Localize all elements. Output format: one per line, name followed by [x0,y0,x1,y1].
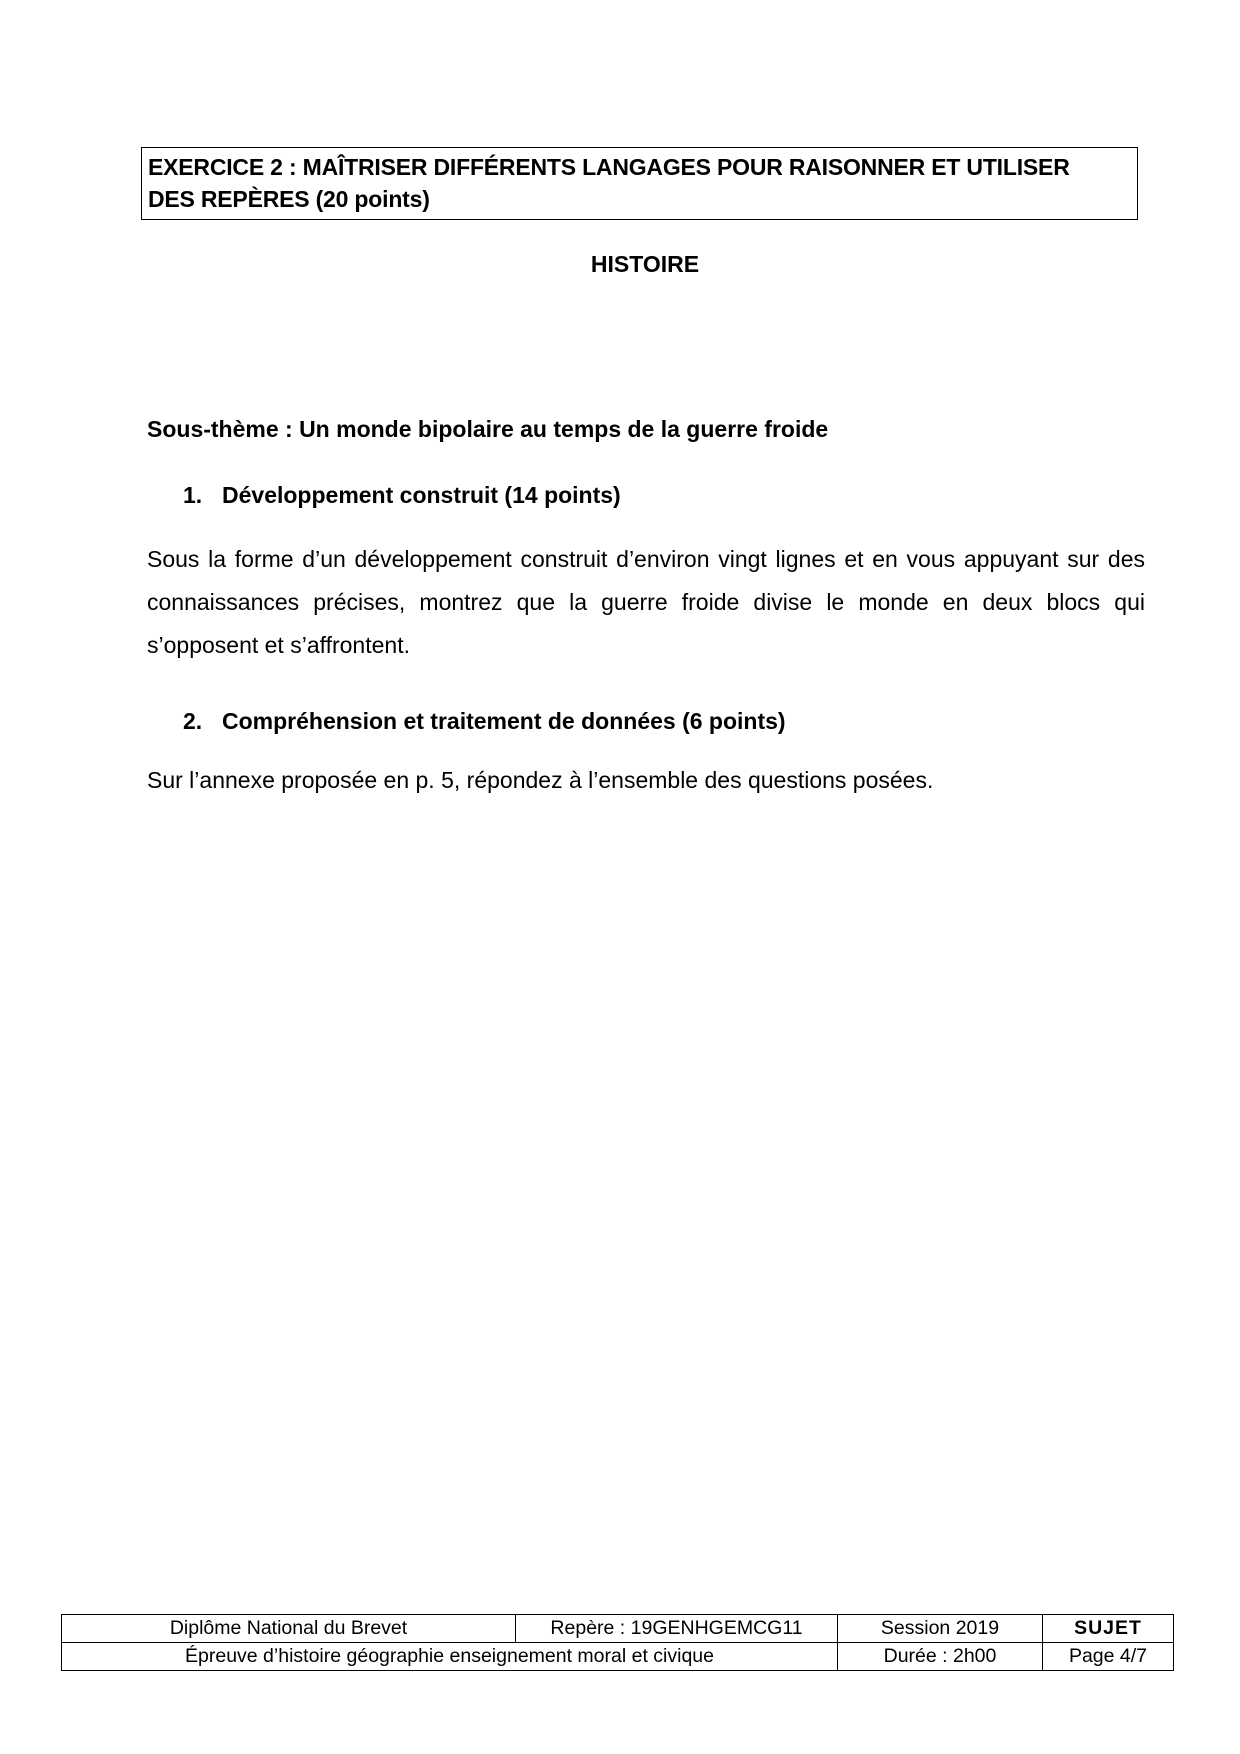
question-2-title [183,708,786,735]
question-2-number: 2. [183,708,203,734]
footer-duration: Durée : 2h00 [838,1643,1043,1671]
footer-session: Session 2019 [838,1615,1043,1643]
question-1-text: Sous la forme d’un développement construit d’environ vingt lignes et en vous appuyant sur des connaissances précises, montrez que la guerre froide divise le monde en deux blocs qui s’opposent et s’affrontent. [147,546,1145,658]
footer-diploma: Diplôme National du Brevet [62,1615,516,1643]
footer-reference: Repère : 19GENHGEMCG11 [516,1615,838,1643]
section-title: HISTOIRE [590,251,700,277]
question-1-title [183,482,621,509]
question-2-label: Compréhension et traitement de données (6 points) [222,708,786,734]
question-2-text: Sur l’annexe proposée en p. 5, répondez à l’ensemble des questions posées. [147,767,934,793]
question-1-label: Développement construit (14 points) [222,482,621,508]
footer-exam: Épreuve d’histoire géographie enseignement moral et civique [62,1643,838,1671]
footer-row-2 [62,1643,1174,1671]
footer-type: SUJET [1043,1615,1174,1643]
exercise-heading-box [141,147,1138,220]
question-1-number: 1. [183,482,203,508]
exercise-heading-line2: DES REPÈRES (20 points) [148,186,430,212]
footer-table [61,1614,1174,1671]
exercise-heading-line1: EXERCICE 2 : MAÎTRISER DIFFÉRENTS LANGAGES POUR RAISONNER ET UTILISER [148,154,1070,180]
sub-theme: Sous-thème : Un monde bipolaire au temps de la guerre froide [147,416,829,442]
footer-row-1 [62,1615,1174,1643]
footer-page: Page 4/7 [1043,1643,1174,1671]
